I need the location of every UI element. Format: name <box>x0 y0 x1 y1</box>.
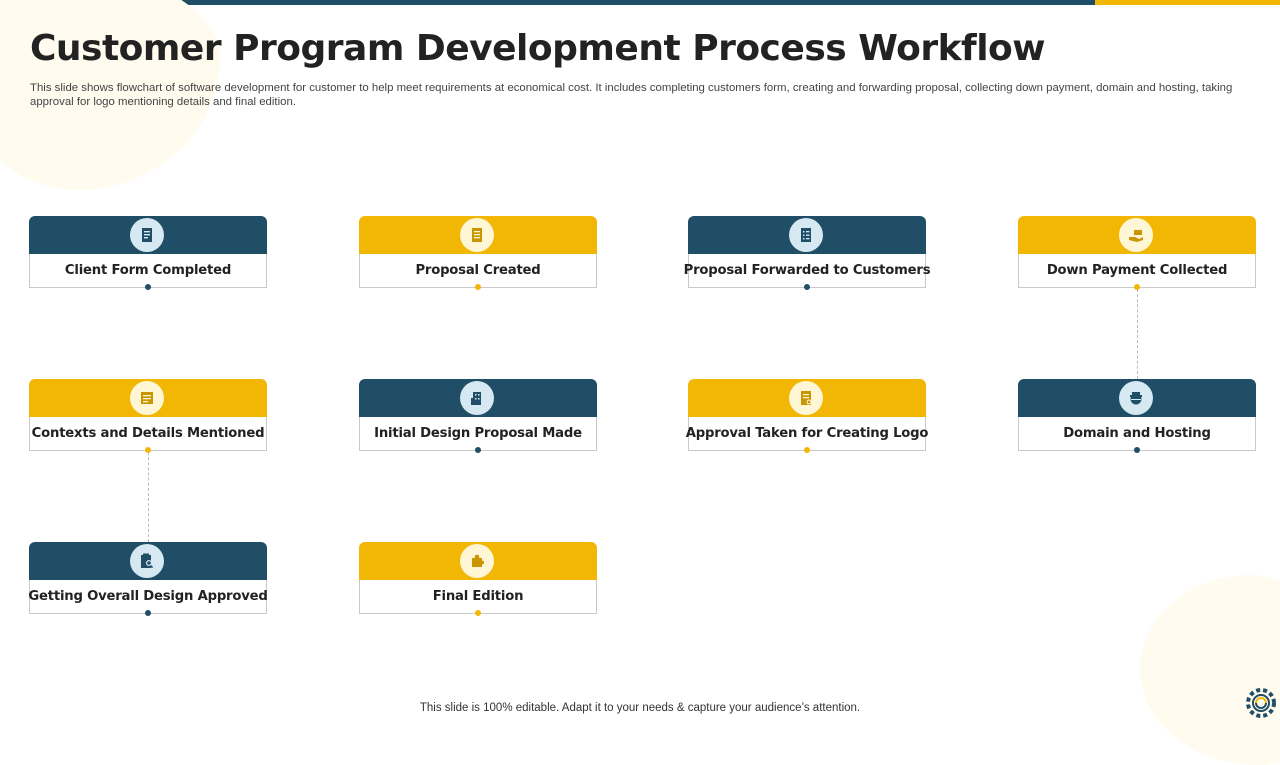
step-card-body <box>29 417 267 451</box>
step-dot <box>475 610 481 616</box>
step-label: Getting Overall Design Approved <box>28 589 268 604</box>
step-label: Initial Design Proposal Made <box>374 426 582 441</box>
step-dot <box>145 447 151 453</box>
step-card-body <box>29 580 267 614</box>
step-card[interactable] <box>359 216 597 288</box>
step-card-body <box>685 417 929 451</box>
step-label: Domain and Hosting <box>1063 426 1211 441</box>
checklist-icon <box>789 218 823 252</box>
step-dot <box>145 610 151 616</box>
building-icon <box>460 381 494 415</box>
step-label: Contexts and Details Mentioned <box>31 426 265 441</box>
step-card[interactable] <box>29 379 267 451</box>
footer-note: This slide is 100% editable. Adapt it to your needs & capture your audience’s attention. <box>419 702 861 714</box>
step-card[interactable] <box>685 379 929 451</box>
step-card-body <box>359 580 597 614</box>
step-card-body <box>359 254 597 288</box>
step-card-body <box>683 254 931 288</box>
step-dot <box>1134 284 1140 290</box>
step-card-body <box>359 417 597 451</box>
step-dot <box>475 447 481 453</box>
step-dot <box>145 284 151 290</box>
page-title: Customer Program Development Process Workflow <box>30 28 1046 69</box>
step-card[interactable] <box>359 379 597 451</box>
step-card-body <box>1018 254 1256 288</box>
puzzle-icon <box>460 544 494 578</box>
step-card[interactable] <box>1018 216 1256 288</box>
step-dot <box>1134 447 1140 453</box>
step-dot <box>804 284 810 290</box>
step-label: Final Edition <box>432 589 524 604</box>
step-label: Down Payment Collected <box>1046 263 1228 278</box>
notes-icon <box>130 381 164 415</box>
clipboard-search-icon <box>130 544 164 578</box>
connector-line <box>148 452 149 542</box>
globe-hat-icon <box>1119 381 1153 415</box>
step-card-body <box>1018 417 1256 451</box>
hand-money-icon <box>1119 218 1153 252</box>
step-card-body <box>29 254 267 288</box>
step-card[interactable] <box>29 542 267 614</box>
step-label: Approval Taken for Creating Logo <box>685 426 929 441</box>
step-label: Client Form Completed <box>64 263 232 278</box>
step-card[interactable] <box>1018 379 1256 451</box>
approval-document-icon <box>789 381 823 415</box>
step-dot <box>475 284 481 290</box>
top-accent-bar-yellow <box>1095 0 1280 5</box>
form-icon <box>130 218 164 252</box>
decorative-blob <box>1140 575 1280 765</box>
document-icon <box>460 218 494 252</box>
step-card[interactable] <box>683 216 931 288</box>
step-label: Proposal Created <box>415 263 541 278</box>
step-card[interactable] <box>29 216 267 288</box>
step-dot <box>804 447 810 453</box>
step-card[interactable] <box>359 542 597 614</box>
page-subtitle: This slide shows flowchart of software development for customer to help meet requirements at economical cost. It includes completing customers form, creating and forwarding proposal, collecting down payment, domain and hosting, taking approval for logo mentioning details and final edition. <box>30 82 1233 108</box>
connector-line <box>1137 289 1138 379</box>
gear-logo-icon <box>1244 686 1278 720</box>
step-label: Proposal Forwarded to Customers <box>683 263 931 278</box>
